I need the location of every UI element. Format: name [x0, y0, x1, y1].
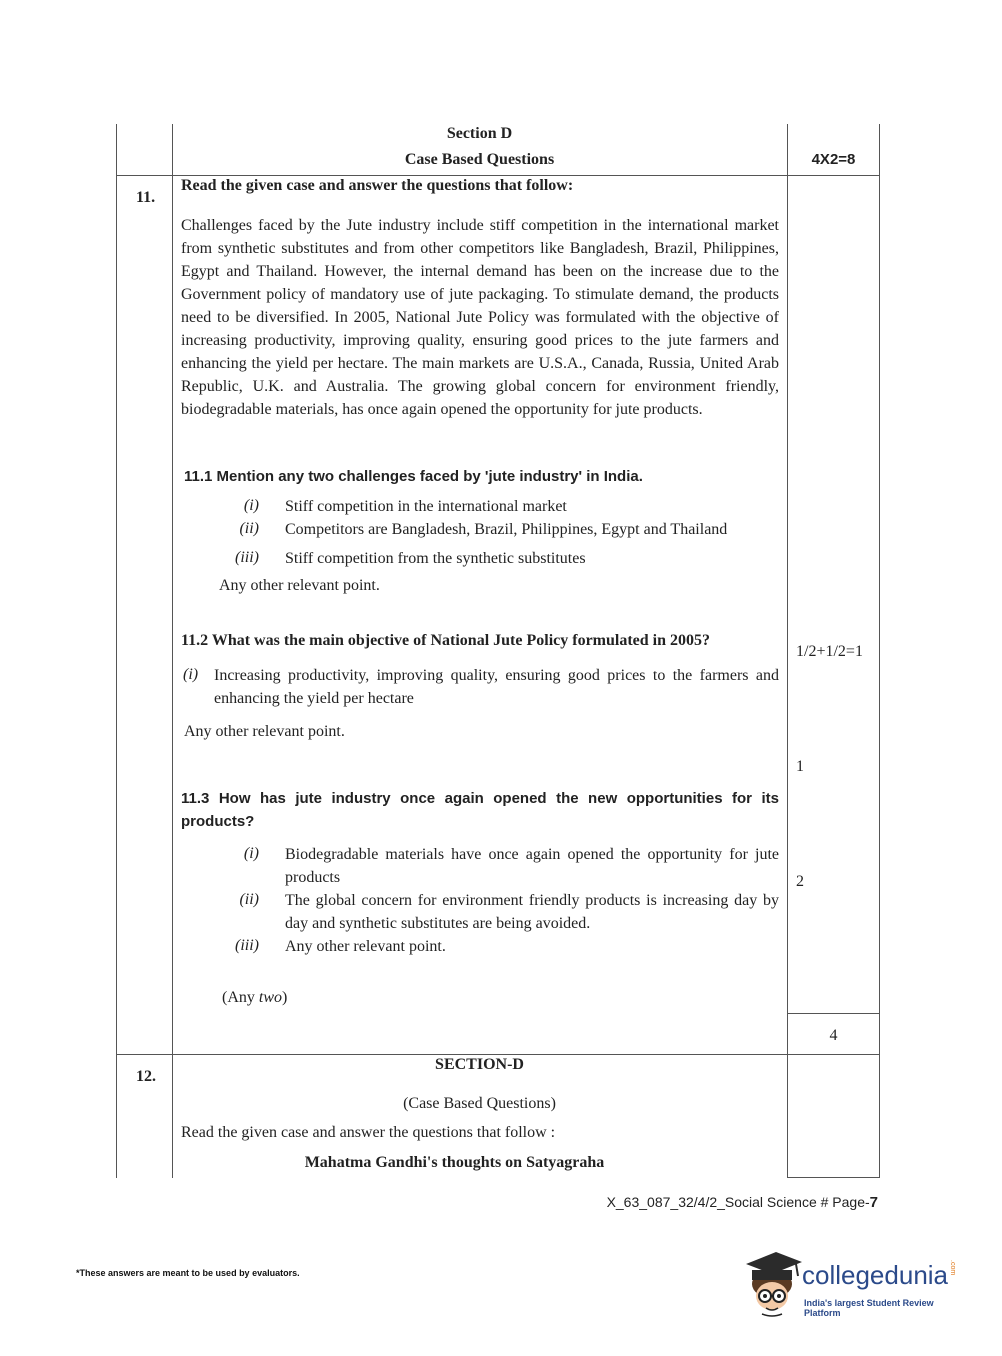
q11-3-note	[222, 989, 287, 1007]
q11-2-answer-1-num: (i)	[183, 666, 199, 683]
q11-3-answer-2-num: (ii)	[239, 891, 259, 908]
header-row-divider	[116, 175, 880, 176]
q11-1-answer-2: Competitors are Bangladesh, Brazil, Philippines, Egypt and Thailand	[285, 521, 728, 538]
q11-2-marks: 1	[796, 758, 804, 775]
table-marks-divider-left	[787, 124, 788, 1178]
table-number-divider	[172, 124, 173, 1178]
section-heading: Section D	[446, 125, 513, 142]
page-reference: X_63_087_32/4/2_Social Science # Page-	[606, 1194, 870, 1210]
q11-1-answer-3-num: (iii)	[235, 549, 259, 566]
brand-tagline: India's largest Student Review Platform	[804, 1298, 934, 1318]
q12-title: Mahatma Gandhi's thoughts on Satyagraha	[304, 1154, 605, 1171]
q11-2-note: Any other relevant point.	[184, 723, 345, 740]
q12-section-heading: SECTION-D	[435, 1056, 524, 1073]
page-number: 7	[869, 1194, 878, 1211]
table-right-border	[879, 124, 880, 1178]
q11-1-answer-3: Stiff competition from the synthetic substitutes	[285, 550, 586, 567]
q11-3-note-em: two	[258, 989, 283, 1006]
q11-1-marks: 1/2+1/2=1	[796, 643, 863, 660]
q11-instruction: Read the given case and answer the questions that follow:	[181, 177, 574, 194]
q11-1-answer-2-num: (ii)	[239, 520, 259, 537]
brand-text: collegedunia	[802, 1260, 949, 1290]
q11-3-answer-3-num: (iii)	[235, 937, 259, 954]
page-footer	[607, 1194, 878, 1211]
q11-3-answer-1-num: (i)	[243, 845, 259, 862]
q11-3-note-prefix: (Any	[222, 989, 259, 1006]
q12-marks-bottom	[787, 1177, 880, 1178]
section-subtitle: Case Based Questions	[404, 151, 555, 168]
header-marks: 4X2=8	[811, 151, 856, 168]
q11-3-note-suffix: )	[282, 989, 288, 1006]
q11-3-answer-2: The global concern for environment friendly products is increasing day by day and synthetic substitutes are being avoided.	[285, 892, 779, 932]
mascot-icon	[742, 1250, 804, 1320]
q12-subtitle: (Case Based Questions)	[403, 1095, 556, 1112]
question-number-12: 12.	[136, 1068, 156, 1085]
q12-row-divider	[116, 1054, 880, 1055]
q11-1-note: Any other relevant point.	[219, 577, 380, 594]
q11-2-answer-1: Increasing productivity, improving quality, ensuring good prices to the farmers and enhancing the yield per hectare	[214, 667, 779, 707]
question-number-11: 11.	[136, 189, 156, 206]
q12-instruction: Read the given case and answer the questions that follow :	[181, 1124, 556, 1141]
q11-1-answer-1-num: (i)	[243, 497, 259, 514]
q11-3-marks: 2	[796, 873, 804, 890]
q11-1-question: 11.1 Mention any two challenges faced by 'jute industry' in India.	[184, 468, 643, 485]
q11-2-question: 11.2 What was the main objective of National Jute Policy formulated in 2005?	[181, 632, 711, 649]
q11-3-answer-3: Any other relevant point.	[285, 938, 446, 955]
q11-3-question: 11.3 How has jute industry once again opened the new opportunities for its products?	[181, 790, 779, 830]
q11-passage: Challenges faced by the Jute industry include stiff competition in the international market from synthetic substitutes and from other competitors like Bangladesh, Brazil, Philippines, Egypt and Thailand. However, the internal demand has been on the increase due to the Government policy of mandatory use of jute packaging. To stimulate demand, the products need to be diversified. In 2005, National Jute Policy was formulated with the objective of increasing productivity, improving quality, ensuring good prices to the jute farmers and enhancing the yield per hectare. The main markets are U.S.A., Canada, Russia, United Arab Republic, U.K. and Australia. The growing global concern for environment friendly, biodegradable materials, has once again opened the opportunity for jute products.	[181, 217, 779, 418]
q11-1-answer-1: Stiff competition in the international market	[285, 498, 567, 515]
q11-3-answer-1: Biodegradable materials have once again opened the opportunity for jute products	[285, 846, 779, 886]
collegedunia-logo	[742, 1250, 972, 1320]
evaluator-disclaimer: *These answers are meant to be used by evaluators.	[76, 1268, 300, 1278]
table-left-border	[116, 124, 117, 1178]
brand-suffix: .com	[949, 1260, 957, 1276]
total-row-divider	[787, 1013, 880, 1014]
brand-name	[802, 1260, 956, 1291]
q11-total-marks: 4	[829, 1027, 838, 1044]
